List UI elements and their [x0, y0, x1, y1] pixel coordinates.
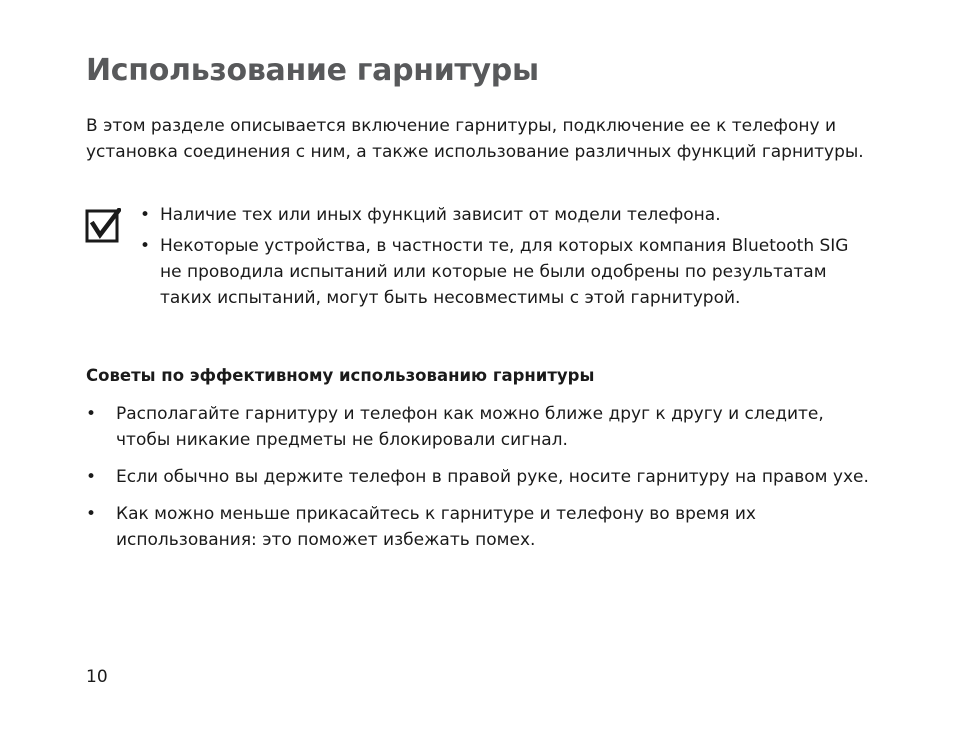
tip-item [86, 401, 876, 453]
tip-item-text: Располагайте гарнитуру и телефон как можно ближе друг к другу и следите, чтобы никакие предметы не блокировали сигнал. [116, 404, 824, 450]
intro-paragraph: В этом разделе описывается включение гарнитуры, подключение ее к телефону и установка соединения с ним, а также использование различных функций гарнитуры. [86, 116, 864, 162]
tip-item-text: Как можно меньше прикасайтесь к гарнитуре и телефону во время их использования: это поможет избежать помех. [116, 504, 756, 550]
bullet-icon: • [86, 404, 97, 424]
tip-item-text: Если обычно вы держите телефон в правой руке, носите гарнитуру на правом ухе. [116, 467, 869, 487]
tip-item [86, 501, 876, 553]
note-list [136, 202, 866, 316]
checkbox-note-icon [85, 208, 121, 244]
page-title: Использование гарнитуры [86, 53, 539, 88]
tips-heading: Советы по эффективному использованию гарнитуры [86, 366, 595, 385]
bullet-icon: • [140, 205, 151, 225]
note-item [136, 202, 866, 228]
bullet-icon: • [86, 504, 97, 524]
tip-item [86, 464, 876, 490]
bullet-icon: • [140, 236, 151, 256]
page-number: 10 [86, 667, 108, 687]
note-item-text: Некоторые устройства, в частности те, для которых компания Bluetooth SIG не проводила испытаний или которые не были одобрены по результатам таких испытаний, могут быть несовместимы с этой гарнитурой. [160, 236, 849, 308]
note-item [136, 233, 866, 311]
note-item-text: Наличие тех или иных функций зависит от модели телефона. [160, 205, 721, 225]
tips-list [86, 401, 876, 564]
bullet-icon: • [86, 467, 97, 487]
